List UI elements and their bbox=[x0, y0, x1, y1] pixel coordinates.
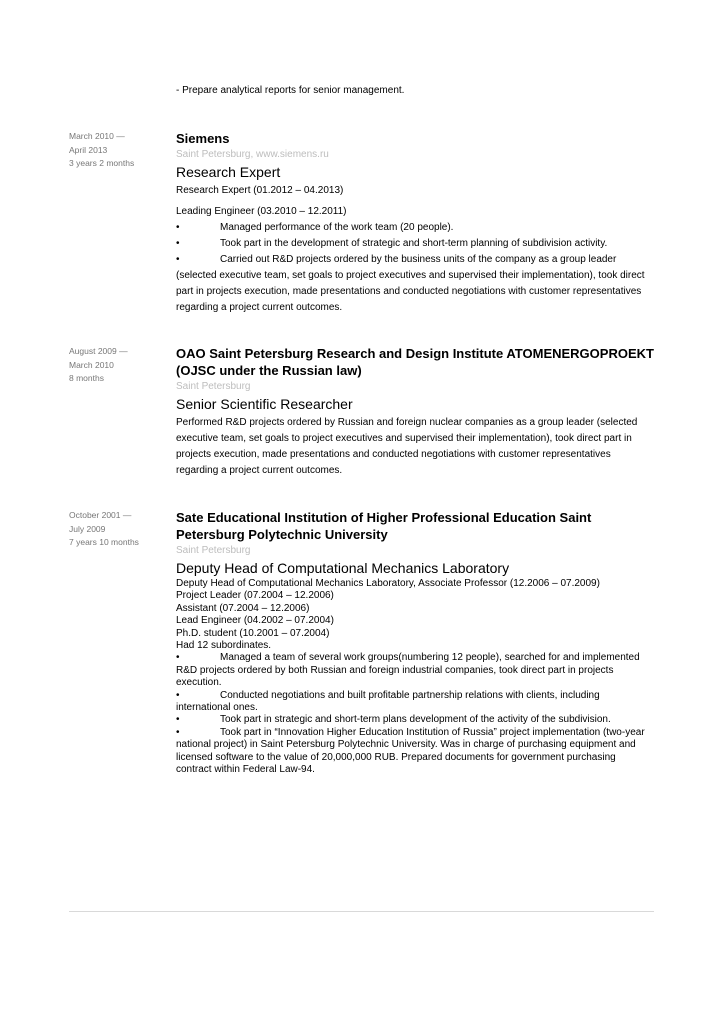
date-start: August 2009 — bbox=[69, 346, 128, 356]
date-duration: 8 months bbox=[69, 373, 104, 383]
description-bullet: • Carried out R&D projects ordered by the business units of the company as a group leader (selected executive team, set goals to project executives and supervised their implementation), took direct part in projects execution, made presentations and conducted negotiations with customer representatives regarding a project current outcomes. bbox=[176, 254, 645, 313]
description-line: Lead Engineer (04.2002 – 07.2004) bbox=[176, 615, 334, 627]
date-duration: 7 years 10 months bbox=[69, 537, 139, 547]
company-name: OAO Saint Petersburg Research and Design Institute ATOMENERGOPROEKT (OJSC under the Russian law) bbox=[176, 346, 654, 378]
date-end: March 2010 bbox=[69, 359, 114, 370]
intro-line: - Prepare analytical reports for senior management. bbox=[176, 85, 405, 96]
bullet-icon: • bbox=[176, 689, 180, 701]
description-line: Project Leader (07.2004 – 12.2006) bbox=[176, 590, 334, 602]
job-body bbox=[176, 345, 654, 479]
job-body bbox=[176, 509, 654, 777]
description-line: Performed R&D projects ordered by Russian and foreign nuclear companies as a group leader (selected executive team, set goals to project executives and supervised their implementation), took direct part in projects execution, made presentations and conducted negotiations with customer representatives regarding a project current outcomes. bbox=[176, 417, 638, 476]
description-line: Deputy Head of Computational Mechanics Laboratory, Associate Professor (12.2006 – 07.2009) bbox=[176, 578, 600, 589]
bullet-icon: • bbox=[176, 254, 180, 265]
date-start: October 2001 — bbox=[69, 510, 132, 520]
job-description bbox=[176, 578, 654, 777]
bullet-icon: • bbox=[176, 714, 180, 726]
description-line: Leading Engineer (03.2010 – 12.2011) bbox=[176, 206, 347, 217]
bullet-icon: • bbox=[176, 238, 180, 249]
job-dates bbox=[69, 345, 169, 386]
job-dates bbox=[69, 509, 169, 550]
company-location: Saint Petersburg bbox=[176, 545, 251, 556]
date-end: April 2013 bbox=[69, 144, 108, 155]
description-bullet: • Took part in “Innovation Higher Education Institution of Russia” project implementation (two-year national project) in Saint Petersburg Polytechnic University. Was in charge of purchasing equipment and licensed software to the value of 20,000,000 RUB. Prepared documents for government purchasing contract within Federal Law-94. bbox=[176, 726, 645, 776]
description-line: Assistant (07.2004 – 12.2006) bbox=[176, 602, 310, 614]
bullet-icon: • bbox=[176, 652, 180, 664]
footer-divider bbox=[69, 911, 654, 912]
job-position: Senior Scientific Researcher bbox=[176, 396, 353, 412]
description-bullet: • Conducted negotiations and built profitable partnership relations with clients, including international ones. bbox=[176, 689, 600, 714]
date-end: July 2009 bbox=[69, 523, 106, 534]
job-body bbox=[176, 130, 654, 316]
company-location: Saint Petersburg, www.siemens.ru bbox=[176, 149, 329, 160]
description-bullet: • Took part in the development of strategic and short-term planning of subdivision activity. bbox=[176, 236, 654, 252]
job-position: Research Expert bbox=[176, 164, 281, 180]
description-bullet: • Managed a team of several work groups(numbering 12 people), searched for and implemented R&D projects ordered by both Russian and foreign industrial companies, took direct part in projects execution. bbox=[176, 652, 640, 689]
description-bullet: • Took part in strategic and short-term plans development of the activity of the subdivision. bbox=[176, 714, 611, 726]
description-line: Research Expert (01.2012 – 04.2013) bbox=[176, 185, 344, 196]
company-name: Siemens bbox=[176, 131, 230, 146]
date-start: March 2010 — bbox=[69, 131, 125, 141]
description-line: Ph.D. student (10.2001 – 07.2004) bbox=[176, 627, 330, 639]
bullet-icon: • bbox=[176, 222, 180, 233]
date-duration: 3 years 2 months bbox=[69, 158, 135, 168]
job-description bbox=[176, 183, 654, 316]
job-dates bbox=[69, 130, 169, 171]
company-name: Sate Educational Institution of Higher Professional Education Saint Petersburg Polytechnic University bbox=[176, 510, 592, 542]
bullet-icon: • bbox=[176, 726, 180, 738]
description-line: Had 12 subordinates. bbox=[176, 640, 272, 652]
description-bullet: • Managed performance of the work team (20 people). bbox=[176, 220, 654, 236]
job-description bbox=[176, 415, 654, 479]
company-location: Saint Petersburg bbox=[176, 381, 251, 392]
job-position: Deputy Head of Computational Mechanics Laboratory bbox=[176, 560, 510, 576]
